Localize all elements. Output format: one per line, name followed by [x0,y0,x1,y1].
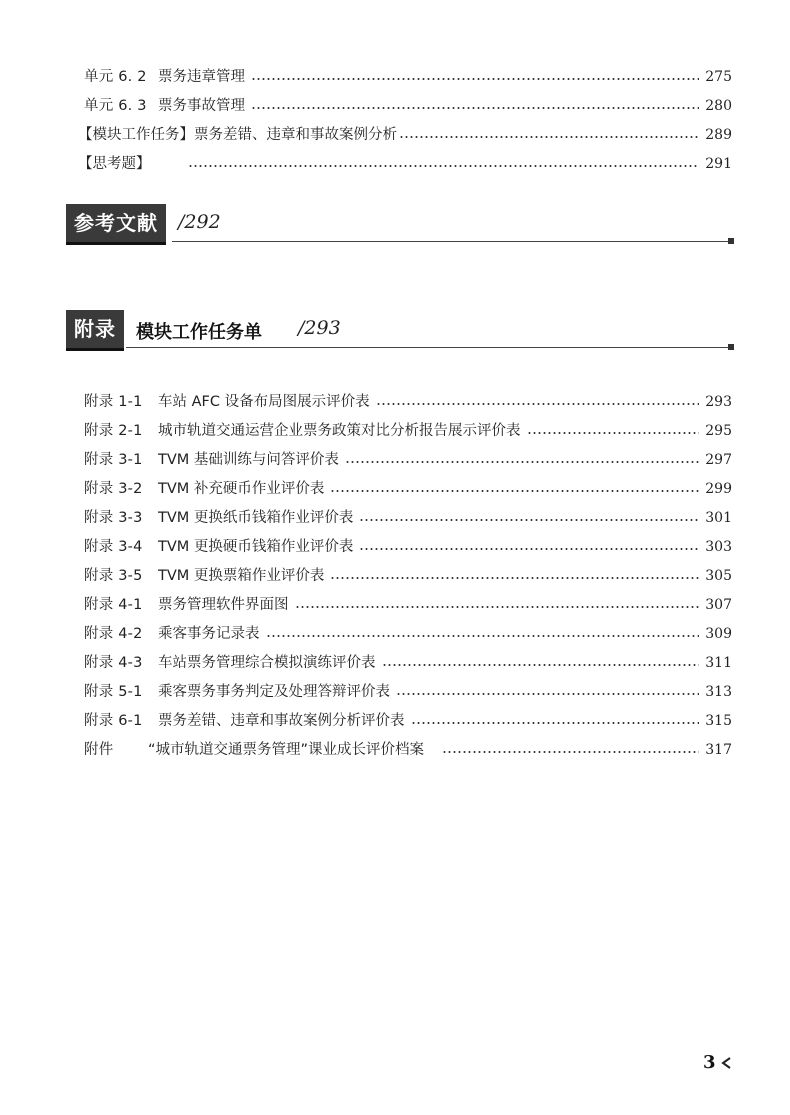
toc-number: 附录 3-2 [84,481,143,497]
appendix-page: /293 [298,317,341,339]
heading-rule [172,241,734,243]
toc-page-number: 295 [705,423,732,439]
dot-leader [382,664,700,666]
toc-row [84,420,732,442]
toc-title: 乘客事务记录表 [158,626,260,642]
references-page: /292 [178,211,221,233]
toc-page-number: 280 [705,98,732,114]
toc-number: 附录 3-5 [84,568,143,584]
toc-number: 附录 3-3 [84,510,143,526]
toc-title: 票务违章管理 [158,69,245,85]
toc-row [84,449,732,471]
toc-title: 【思考题】 [78,156,151,172]
toc-page-number: 301 [705,510,732,526]
toc-row [84,681,732,703]
toc-number: 附录 4-1 [84,597,143,613]
toc-number: 单元 6. 3 [84,98,147,114]
toc-title: 【模块工作任务】票务差错、违章和事故案例分析 [78,127,397,143]
toc-row [84,95,732,117]
appendix-heading [66,310,734,350]
toc-row [84,507,732,529]
heading-end-mark [728,238,734,244]
toc-number: 附录 2-1 [84,423,143,439]
toc-page-number: 289 [705,127,732,143]
toc-title: TVM 基础训练与问答评价表 [158,452,339,468]
toc-row [84,478,732,500]
dot-leader [527,432,700,434]
toc-number: 附录 4-2 [84,626,143,642]
dot-leader [330,577,699,579]
toc-number: 附录 6-1 [84,713,143,729]
toc-row [84,565,732,587]
toc-page-number: 309 [705,626,732,642]
toc-page-number: 303 [705,539,732,555]
toc-row [84,66,732,88]
toc-page-number: 305 [705,568,732,584]
toc-title: “城市轨道交通票务管理”课业成长评价档案 [148,742,425,758]
toc-page-number: 315 [705,713,732,729]
toc-row [84,391,732,413]
toc-number: 单元 6. 2 [84,69,147,85]
page-number: 3 [703,1052,716,1073]
toc-page-number: 297 [705,452,732,468]
toc-title: 票务事故管理 [158,98,245,114]
dot-leader [330,490,699,492]
toc-number: 附录 5-1 [84,684,143,700]
dot-leader [359,548,699,550]
appendix-tag: 附录 [66,310,124,351]
toc-title: TVM 更换硬币钱箱作业评价表 [158,539,354,555]
toc-row [84,739,732,761]
dot-leader [399,136,699,138]
toc-number: 附录 3-4 [84,539,143,555]
toc-row [84,536,732,558]
toc-title: TVM 补充硬币作业评价表 [158,481,325,497]
heading-end-mark [728,344,734,350]
dot-leader [411,722,700,724]
chevron-left-icon [720,1056,732,1070]
heading-rule [126,347,734,349]
dot-leader [442,751,699,753]
references-tag: 参考文献 [66,204,166,245]
toc-title: 票务差错、违章和事故案例分析评价表 [158,713,405,729]
toc-title: 城市轨道交通运营企业票务政策对比分析报告展示评价表 [158,423,521,439]
references-heading [66,204,734,244]
dot-leader [396,693,699,695]
toc-row [78,153,732,175]
toc-number: 附件 [84,742,114,758]
toc-page-number: 293 [705,394,732,410]
toc-title: 乘客票务事务判定及处理答辩评价表 [158,684,390,700]
toc-number: 附录 4-3 [84,655,143,671]
toc-title: TVM 更换纸币钱箱作业评价表 [158,510,354,526]
toc-title: 车站 AFC 设备布局图展示评价表 [158,394,370,410]
toc-page-number: 307 [705,597,732,613]
toc-page-number: 311 [705,655,732,671]
dot-leader [251,78,699,80]
toc-row [84,652,732,674]
toc-row [84,594,732,616]
toc-title: 票务管理软件界面图 [158,597,289,613]
toc-page-number: 299 [705,481,732,497]
dot-leader [295,606,700,608]
toc-title: TVM 更换票箱作业评价表 [158,568,325,584]
toc-row [84,710,732,732]
toc-page-number: 291 [705,156,732,172]
dot-leader [345,461,699,463]
toc-number: 附录 1-1 [84,394,143,410]
toc-title: 车站票务管理综合模拟演练评价表 [158,655,376,671]
dot-leader [266,635,700,637]
toc-page-number: 313 [705,684,732,700]
dot-leader [376,403,700,405]
toc-page-number: 317 [705,742,732,758]
dot-leader [251,107,699,109]
dot-leader [359,519,699,521]
appendix-title: 模块工作任务单 [136,322,262,343]
dot-leader [188,165,699,167]
toc-row [84,623,732,645]
toc-page-number: 275 [705,69,732,85]
toc-row [78,124,732,146]
toc-number: 附录 3-1 [84,452,143,468]
